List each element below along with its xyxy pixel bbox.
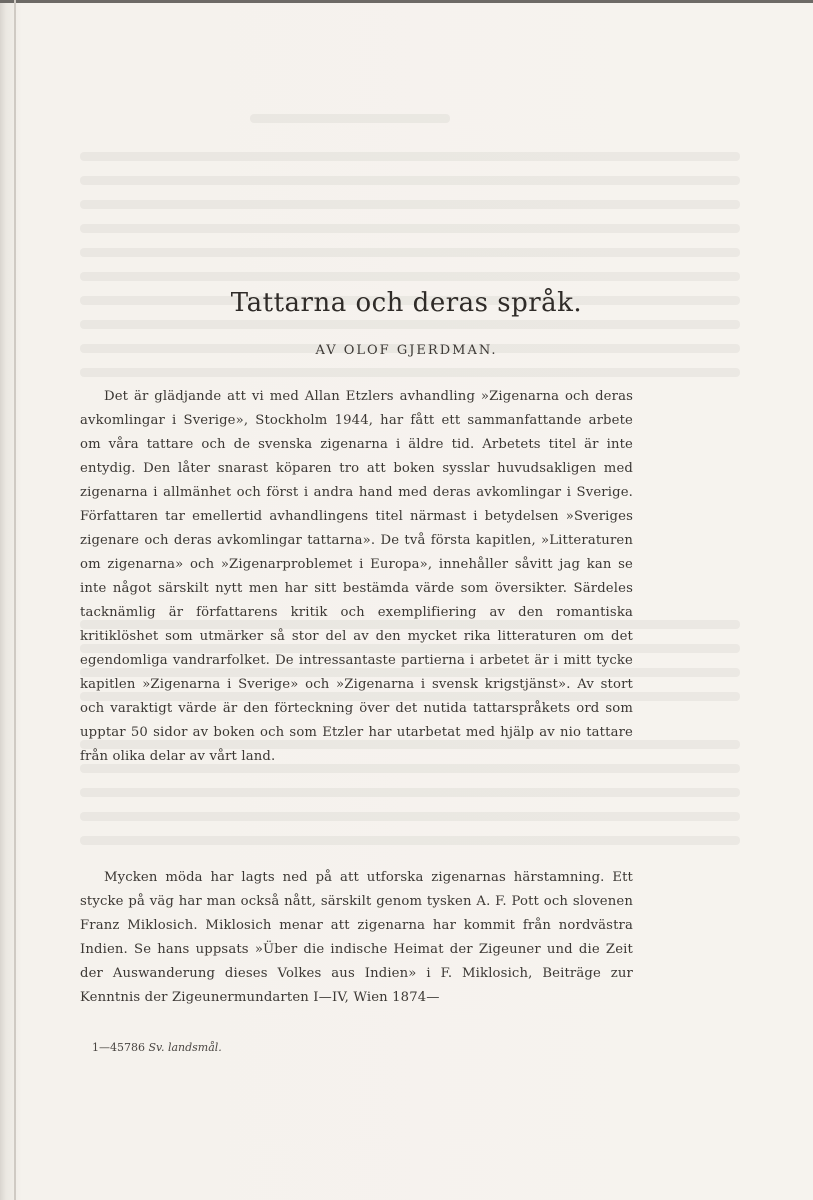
- book-spine-edge: [14, 0, 16, 1200]
- paragraph-text: Mycken möda har lagts ned på att utforska zigenarnas härstamning. Ett stycke på väg har man också nått, särskilt genom tysken A. F. Pott och slovenen Franz Miklosich. Miklosich menar att zigenarna har kommit från nordvästra Indien. Se hans uppsats »Über die indische Heimat der Zigeuner und die Zeit der Auswanderung dieses Volkes aus Indien» i F. Miklosich, Beiträge zur Kenntnis der Zigeunermundarten I—IV, Wien 1874—: [80, 870, 633, 1005]
- body-paragraph-1: [80, 385, 633, 769]
- journal-name: Sv. landsmål.: [148, 1041, 222, 1054]
- page-top-edge: [0, 0, 813, 3]
- paragraph-text: Det är glädjande att vi med Allan Etzlers avhandling »Zigenarna och deras avkomlingar i Sverige», Stockholm 1944, har fått ett sammanfattande arbete om våra tattare och de svenska zigenarna i äldre tid. Arbetets titel är inte entydig. Den låter snarast köparen tro att boken sysslar huvudsakligen med zigenarna i allmänhet och först i andra hand med deras avkomlingar i Sverige. Författaren tar emellertid avhandlingens titel närmast i betydelsen »Sveriges zigenare och deras avkomlingar tattarna». De två första kapitlen, »Litteraturen om zigenarna» och »Zigenarproblemet i Europa», innehåller såvitt jag kan se inte något särskilt nytt men har sitt bestämda värde som översikter. Särdeles tacknämlig är författarens kritik och exemplifiering av den romantiska kritiklöshet som utmärker så stor del av den mycket rika litteraturen om det egendomliga vandrarfolket. De intressantaste partierna i arbetet är i mitt tycke kapitlen »Zigenarna i Sverige» och »Zigenarna i svensk krigstjänst». Av stort och varaktigt värde är den förteckning över det nutida tattarspråkets ord som upptar 50 sidor av boken och som Etzler har utarbetat med hjälp av nio tattare från olika delar av vårt land.: [80, 389, 633, 764]
- article-author: AV OLOF GJERDMAN.: [315, 343, 498, 358]
- signature-number: 1—45786: [92, 1041, 145, 1054]
- printer-signature: [92, 1041, 222, 1054]
- body-paragraph-2: [80, 866, 633, 1010]
- article-title: Tattarna och deras språk.: [230, 288, 583, 318]
